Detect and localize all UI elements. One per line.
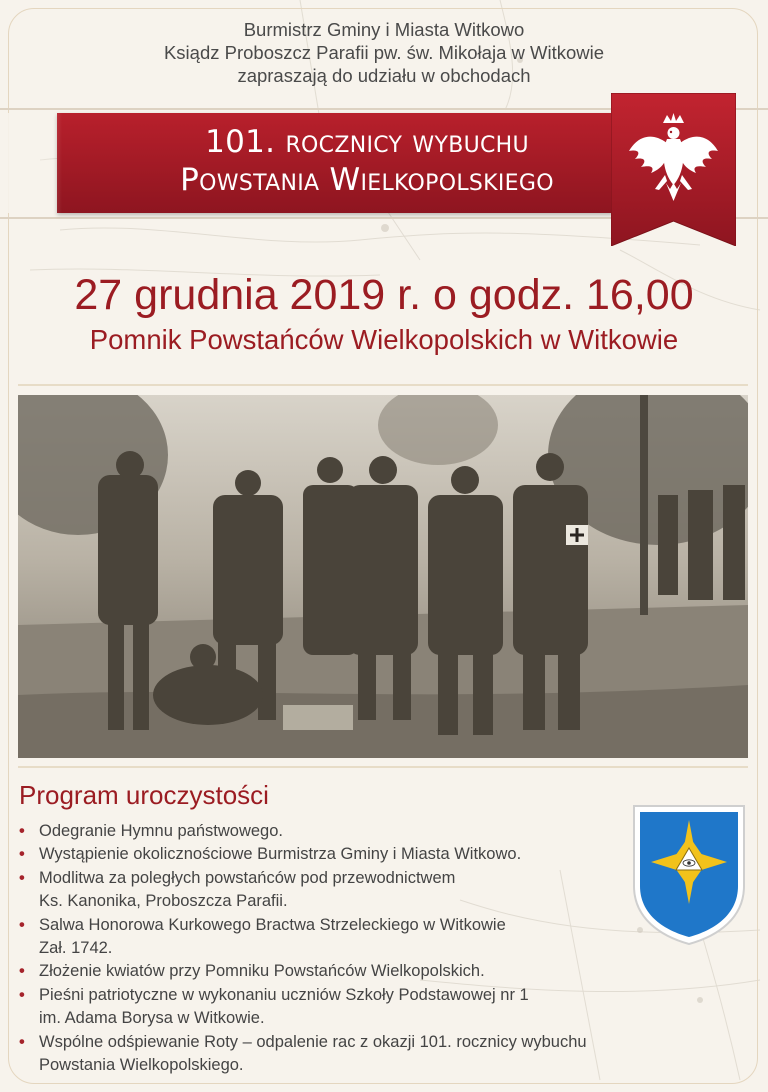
intro-line: Ksiądz Proboszcz Parafii pw. św. Mikołaja w Witkowie (163, 42, 605, 63)
program-title: Program uroczystości (19, 780, 269, 810)
intro-line: zapraszają do udziału w obchodach (237, 65, 531, 86)
historic-soldiers-photo (18, 395, 748, 758)
list-item: • Pieśni patriotyczne w wykonaniu uczniów Szkoły Podstawowej nr 1 im. Adama Borysa w Witkowie. (19, 985, 529, 1028)
list-item: • Odegranie Hymnu państwowego. (19, 822, 283, 840)
title-banner (57, 113, 617, 213)
intro-line: Burmistrz Gminy i Miasta Witkowo (243, 19, 525, 40)
event-location: Pomnik Powstańców Wielkopolskich w Witkowie (89, 324, 679, 355)
divider-top (18, 384, 748, 386)
list-item: • Wspólne odśpiewanie Roty – odpalenie rac z okazji 101. rocznicy wybuchu Powstania Wielkopolskiego. (19, 1032, 587, 1075)
banner-title-line: Powstania Wielkopolskiego (180, 162, 554, 198)
event-date-time: 27 grudnia 2019 r. o godz. 16,00 (74, 271, 694, 319)
eye-of-providence-crest-icon (628, 800, 750, 948)
white-eagle-icon (611, 93, 736, 246)
invitation-intro (0, 18, 768, 87)
list-item: • Salwa Honorowa Kurkowego Bractwa Strzeleckiego w Witkowie Zał. 1742. (19, 915, 506, 958)
banner-title (97, 123, 637, 199)
banner-title-line: 101. rocznicy wybuchu (205, 124, 529, 160)
list-item: • Wystąpienie okolicznościowe Burmistrza Gminy i Miasta Witkowo. (19, 845, 522, 864)
divider-bottom (18, 766, 748, 768)
program-list (19, 820, 639, 1077)
list-item: • Złożenie kwiatów przy Pomniku Powstańców Wielkopolskich. (19, 962, 485, 981)
list-item: • Modlitwa za poległych powstańców pod przewodnictwem Ks. Kanonika, Proboszcza Parafii. (19, 868, 456, 911)
